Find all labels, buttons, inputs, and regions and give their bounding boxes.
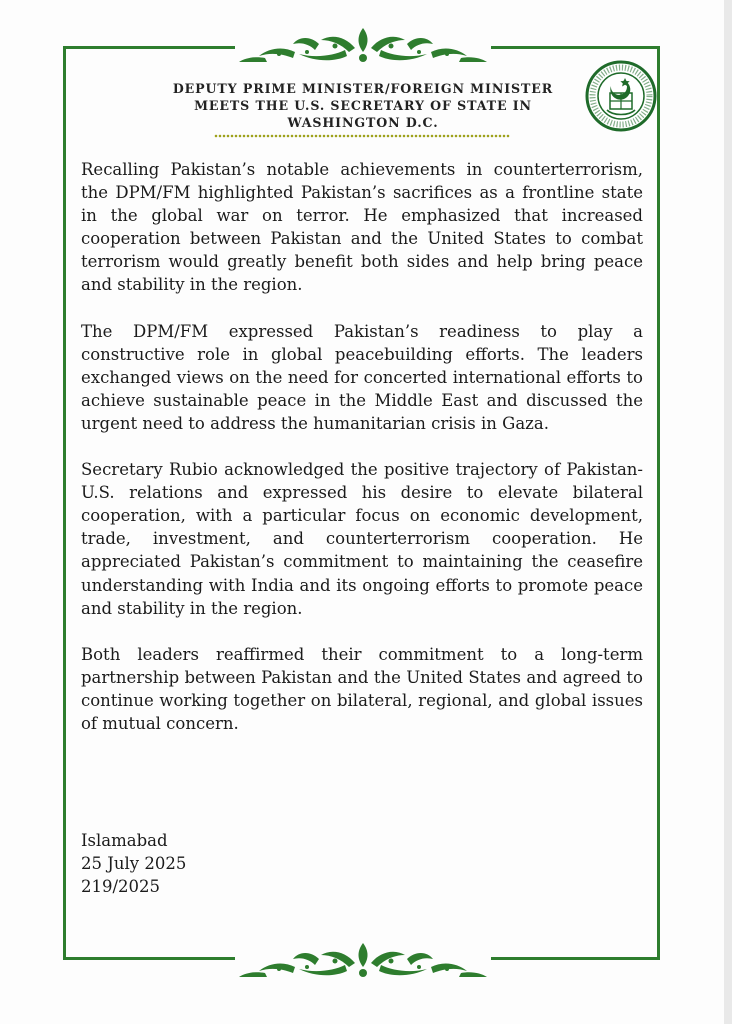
place-line: Islamabad bbox=[81, 831, 168, 850]
paragraph: Both leaders reaffirmed their commitment to a long-term partnership between Pakistan and the United States and agreed to continue working together on bilateral, regional, and global issues of mutual concern. bbox=[81, 644, 643, 733]
paragraph: The DPM/FM expressed Pakistan’s readiness to play a constructive role in global peacebuilding efforts. The leaders exchanged views on the need for concerted international efforts to achieve sustainable peace in the Middle East and discussed the urgent need to address the humanitarian crisis in Gaza. bbox=[81, 321, 643, 433]
date-line: 25 July 2025 bbox=[81, 854, 187, 874]
top-floral-ornament-icon bbox=[235, 22, 491, 68]
dotted-divider bbox=[214, 134, 510, 138]
ministry-seal-icon bbox=[585, 60, 657, 132]
reference-number: 219/2025 bbox=[81, 877, 161, 897]
bottom-floral-ornament-icon bbox=[235, 937, 491, 983]
issue-details bbox=[81, 829, 186, 898]
paragraph: Secretary Rubio acknowledged the positive trajectory of Pakistan-U.S. relations and expressed his desire to elevate bilateral cooperation, with a particular focus on economic development, trade, investment, and counterterrorism cooperation. He appreciated Pakistan’s commitment to maintaining the ceasefire understanding with India and its ongoing efforts to promote peace and stability in the region. bbox=[81, 460, 643, 618]
page-title bbox=[150, 80, 576, 131]
title-line: DEPUTY PRIME MINISTER/FOREIGN MINISTER bbox=[172, 81, 554, 96]
title-line: WASHINGTON D.C. bbox=[287, 115, 439, 130]
press-release-body bbox=[81, 158, 643, 758]
title-line: MEETS THE U.S. SECRETARY OF STATE IN bbox=[194, 98, 532, 113]
paragraph: Recalling Pakistan’s notable achievements in counterterrorism, the DPM/FM highlighted Pakistan’s sacrifices as a frontline state in the global war on terror. He emphasized that increased cooperation between Pakistan and the United States to combat terrorism would greatly benefit both sides and help bring peace and stability in the region. bbox=[81, 160, 643, 295]
